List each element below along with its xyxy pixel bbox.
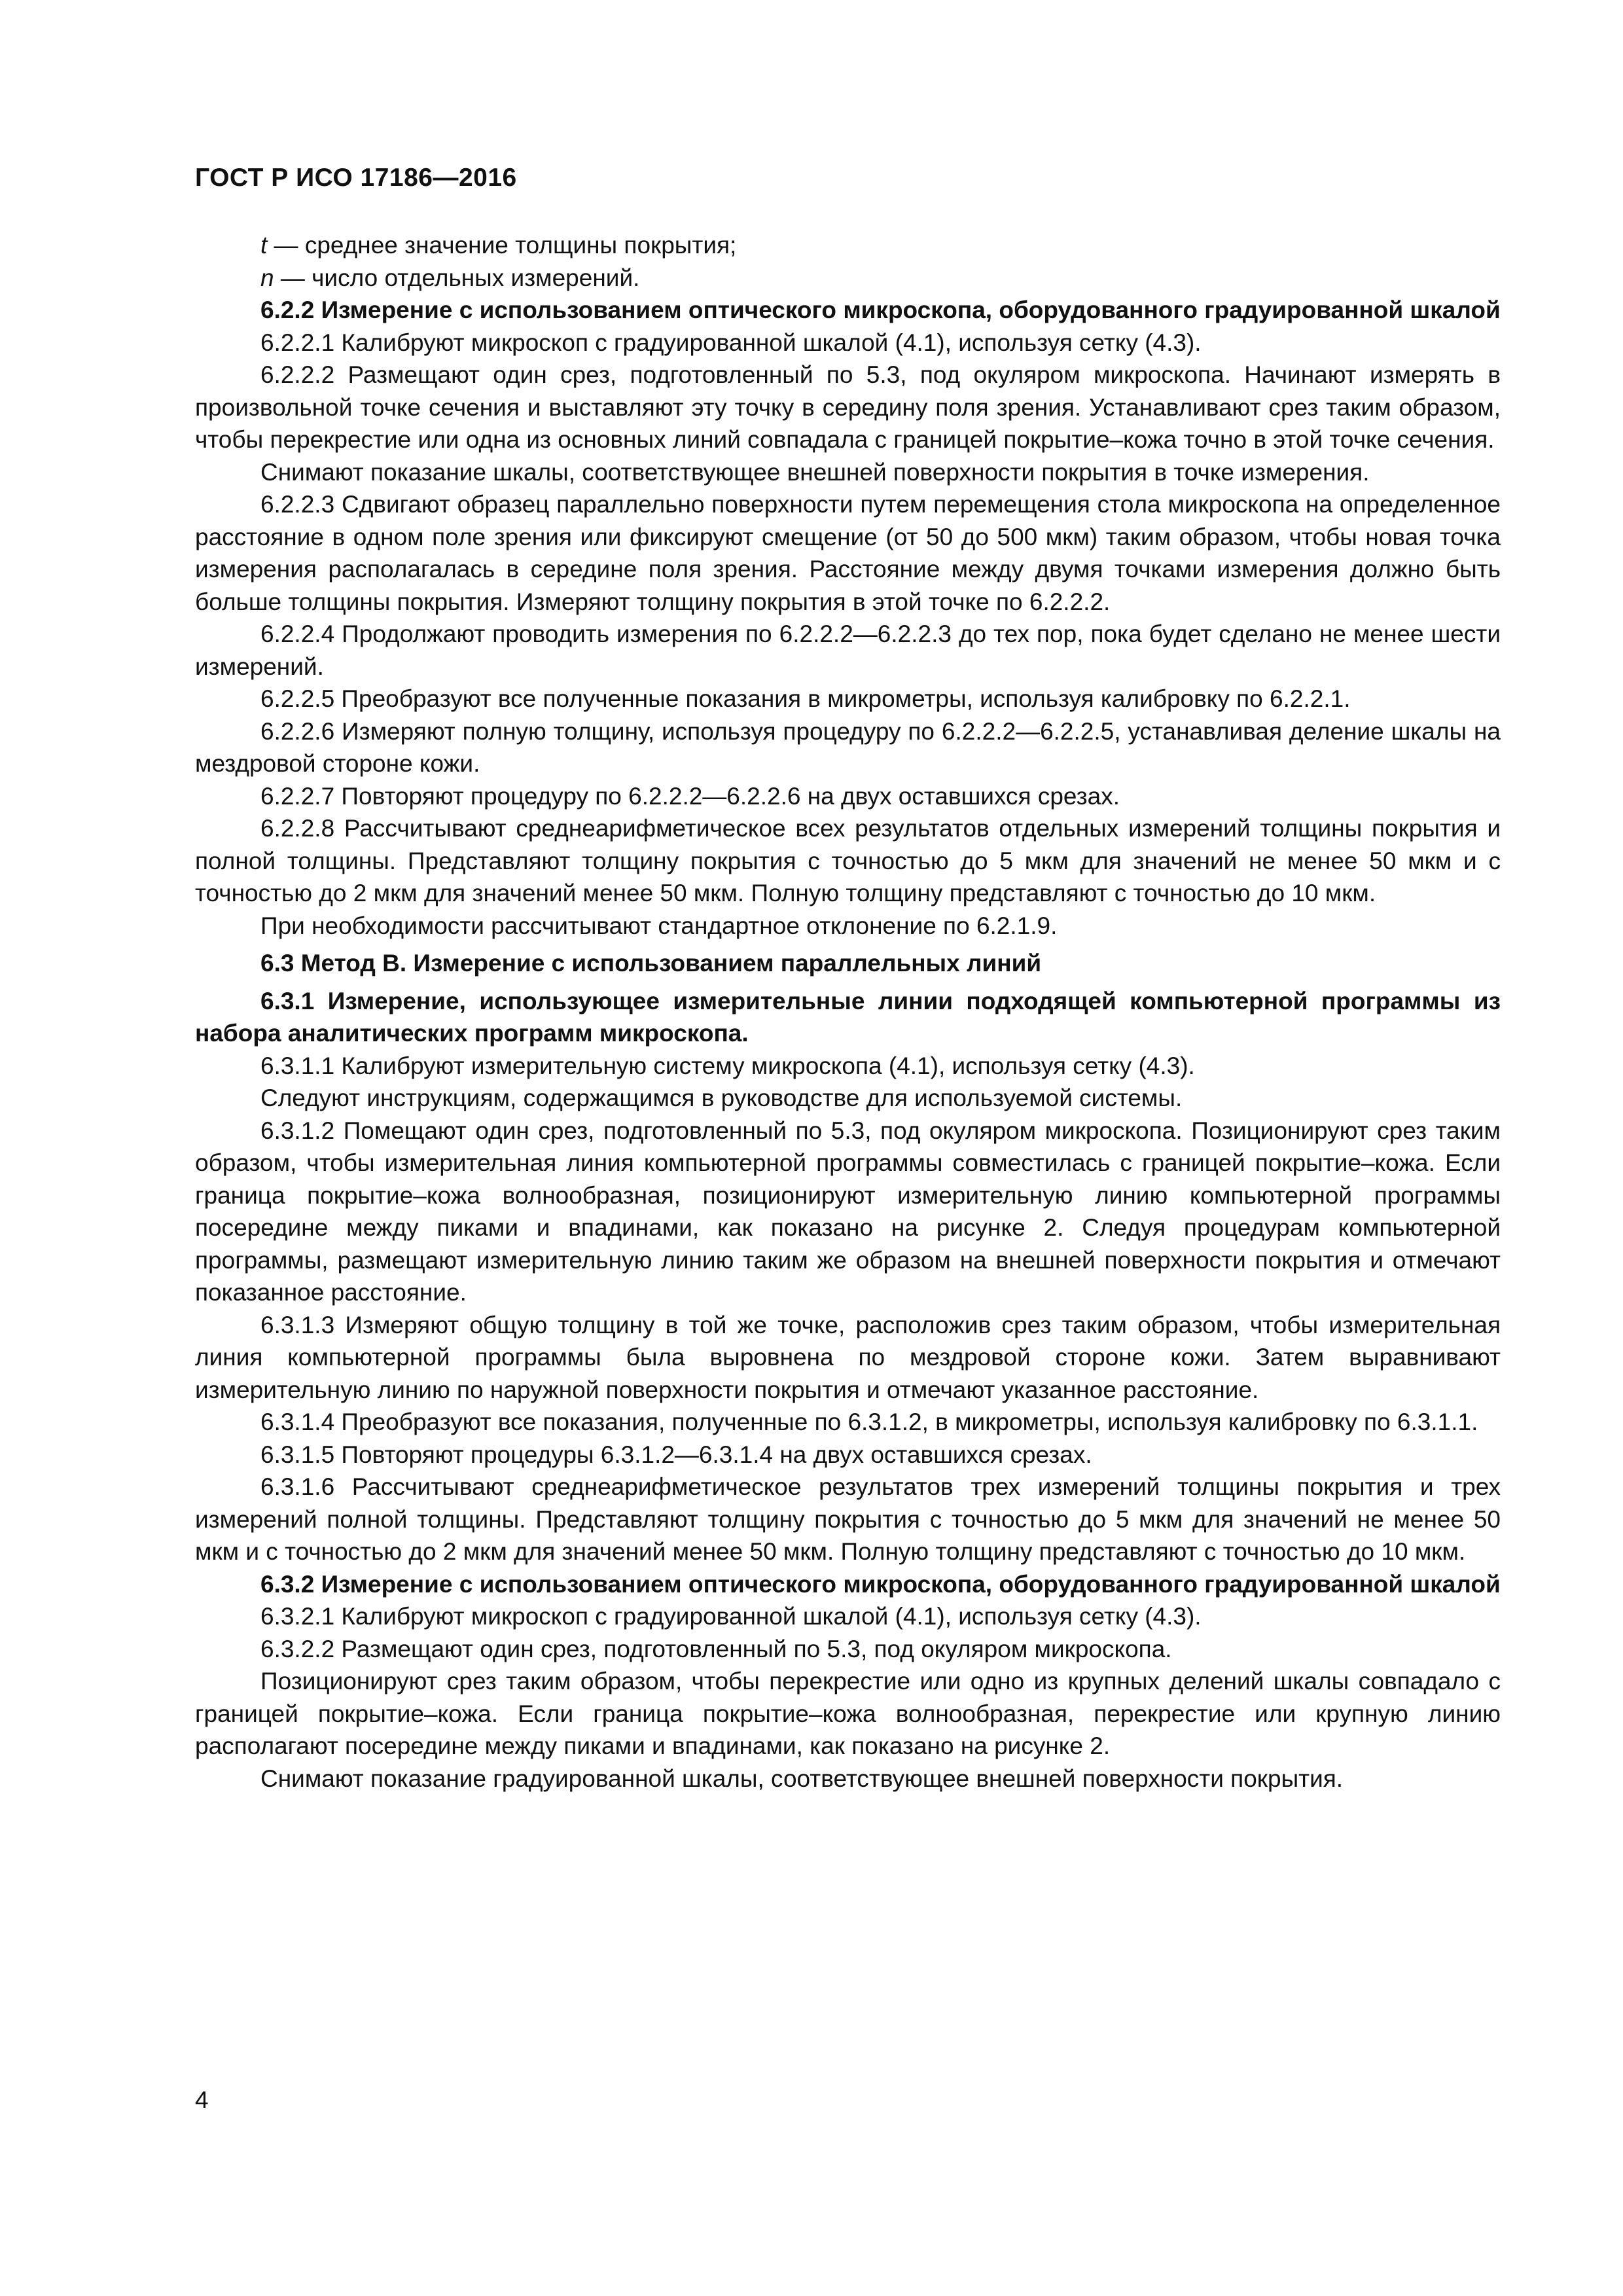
legend-text: — число отдельных измерений. [274,264,640,291]
paragraph: 6.2.2.3 Сдвигают образец параллельно поверхности путем перемещения стола микроскопа на определенное расстояние в одном поле зрения или фиксируют смещение (от 50 до 500 мкм) таким образом, чтобы новая точка измерения располагалась в середине поля зрения. Расстояние между двумя точками измерения должно быть больше толщины покрытия. Измеряют толщину покрытия в этой точке по 6.2.2.2. [195,491,1501,615]
paragraph: 6.2.2.7 Повторяют процедуру по 6.2.2.2—6.2.2.6 на двух оставшихся срезах. [260,782,1120,810]
paragraph: Снимают показание шкалы, соответствующее внешней поверхности покрытия в точке измерения. [260,458,1370,486]
paragraph: 6.3.1.4 Преобразуют все показания, полученные по 6.3.1.2, в микрометры, используя калибровку по 6.3.1.1. [260,1408,1478,1435]
paragraph: 6.2.2.1 Калибруют микроскоп с градуированной шкалой (4.1), используя сетку (4.3). [260,329,1202,356]
legend-symbol: t [260,232,268,259]
paragraph: 6.3.1.5 Повторяют процедуры 6.3.1.2—6.3.1.4 на двух оставшихся срезах. [260,1441,1092,1468]
paragraph: Позиционируют срез таким образом, чтобы перекрестие или одно из крупных делений шкалы совпадало с границей покрытие–кожа. Если граница покрытие–кожа волнообразная, перекрестие или крупную линию располагают посередине между пиками и впадинами, как показано на рисунке 2. [195,1668,1501,1759]
paragraph: 6.3.1.2 Помещают один срез, подготовленный по 5.3, под окуляром микроскопа. Позиционируют срез таким образом, чтобы измерительная линия компьютерной программы совместилась с границей покрытие–кожа. Если граница покрытие–кожа волнообразная, позиционируют измерительную линию компьютерной программы посередине между пиками и впадинами, как показано на рисунке 2. Следуя процедурам компьютерной программы, размещают измерительную линию таким же образом на внешней поверхности покрытия и отмечают показанное расстояние. [195,1117,1501,1306]
paragraph: 6.3.2.1 Калибруют микроскоп с градуированной шкалой (4.1), используя сетку (4.3). [260,1603,1202,1630]
paragraph: 6.3.1.1 Калибруют измерительную систему микроскопа (4.1), используя сетку (4.3). [260,1052,1195,1079]
paragraph: 6.3.1.6 Рассчитывают среднеарифметическое результатов трех измерений толщины покрытия и трех измерений полной толщины. Представляют толщину покрытия с точностью до 5 мкм для значений не менее 50 мкм и с точностью до 2 мкм для значений менее 50 мкм. Полную толщину представляют с точностью до 10 мкм. [195,1473,1501,1565]
legend-item-t [195,229,1501,262]
paragraph: Снимают показание градуированной шкалы, соответствующее внешней поверхности покрытия. [260,1765,1344,1792]
section-heading-6-3: 6.3 Метод В. Измерение с использованием параллельных линий [260,950,1042,977]
paragraph: При необходимости рассчитывают стандартное отклонение по 6.2.1.9. [260,912,1058,939]
paragraph: 6.2.2.2 Размещают один срез, подготовленный по 5.3, под окуляром микроскопа. Начинают измерять в произвольной точке сечения и выставляют эту точку в середину поля зрения. Устанавливают срез таким образом, чтобы перекрестие или одна из основных линий совпадала с границей покрытие–кожа точно в этой точке сечения. [195,361,1501,453]
page-number: 4 [195,2087,209,2113]
section-heading-6-3-1: 6.3.1 Измерение, использующее измерительные линии подходящей компьютерной программы из набора аналитических программ микроскопа. [195,987,1501,1047]
paragraph: 6.3.2.2 Размещают один срез, подготовленный по 5.3, под окуляром микроскопа. [260,1635,1172,1662]
paragraph: 6.2.2.4 Продолжают проводить измерения по 6.2.2.2—6.2.2.3 до тех пор, пока будет сделано не менее шести измерений. [195,620,1501,680]
paragraph: 6.3.1.3 Измеряют общую толщину в той же точке, расположив срез таким образом, чтобы измерительная линия компьютерной программы была выровнена по мездровой стороне кожи. Затем выравнивают измерительную линию по наружной поверхности покрытия и отмечают указанное расстояние. [195,1311,1501,1403]
section-heading-6-3-2: 6.3.2 Измерение с использованием оптического микроскопа, оборудованного градуированной шкалой [260,1570,1501,1598]
document-body [195,229,1501,1795]
paragraph: 6.2.2.5 Преобразуют все полученные показания в микрометры, используя калибровку по 6.2.2.1. [260,685,1351,712]
legend-symbol: n [260,264,274,291]
section-heading-6-2-2: 6.2.2 Измерение с использованием оптического микроскопа, оборудованного градуированной шкалой [260,296,1501,323]
paragraph: Следуют инструкциям, содержащимся в руководстве для используемой системы. [260,1085,1183,1111]
standard-header: ГОСТ Р ИСО 17186—2016 [195,164,517,192]
legend-text: — среднее значение толщины покрытия; [267,232,737,259]
paragraph: 6.2.2.6 Измеряют полную толщину, используя процедуру по 6.2.2.2—6.2.2.5, устанавливая деление шкалы на мездровой стороне кожи. [195,717,1501,777]
paragraph: 6.2.2.8 Рассчитывают среднеарифметическое всех результатов отдельных измерений толщины покрытия и полной толщины. Представляют толщину покрытия с точностью до 5 мкм для значений не менее 50 мкм и с точностью до 2 мкм для значений менее 50 мкм. Полную толщину представляют с точностью до 10 мкм. [195,815,1501,906]
legend-item-n [195,262,1501,295]
